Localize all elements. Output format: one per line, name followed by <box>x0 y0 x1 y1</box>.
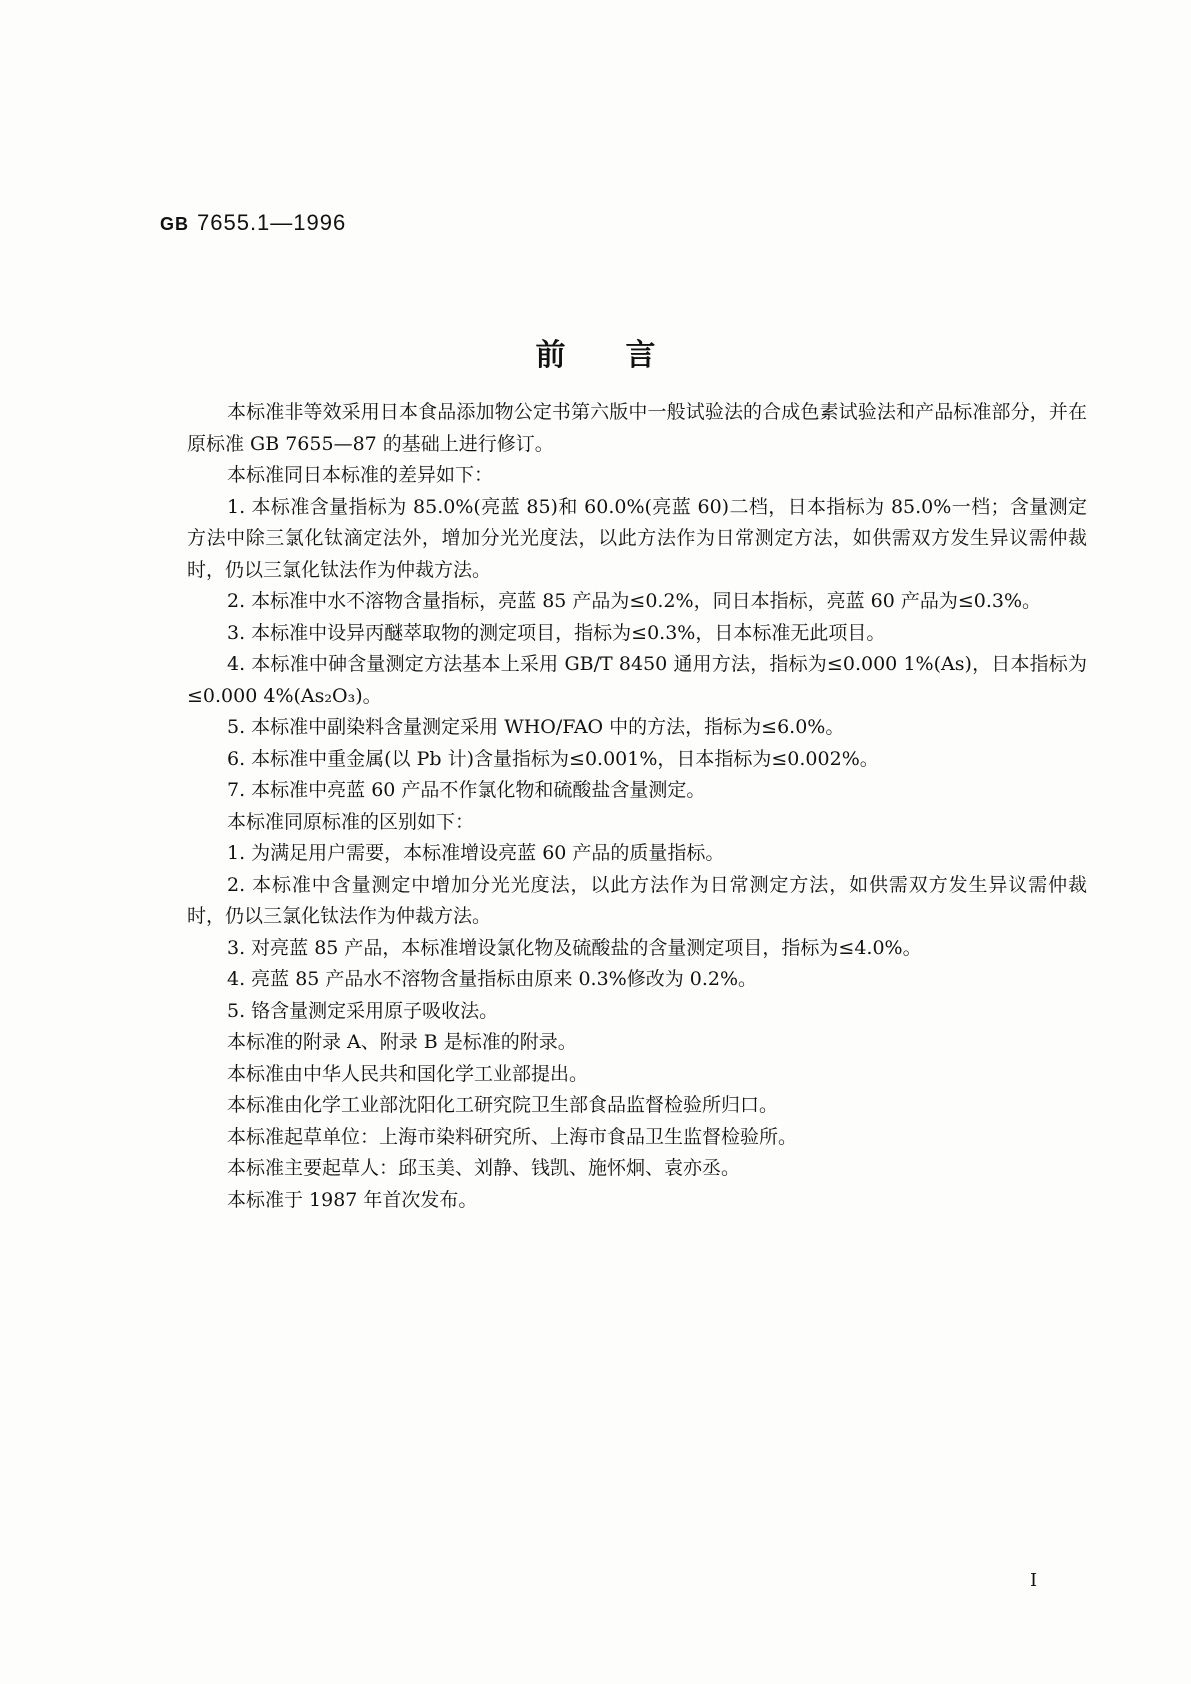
paragraph: 2. 本标准中水不溶物含量指标，亮蓝 85 产品为≤0.2%，同日本指标，亮蓝 60 产品为≤0.3%。 <box>227 590 1042 612</box>
standard-code <box>160 210 346 236</box>
standard-number: 7655.1—1996 <box>197 210 347 235</box>
paragraph: 3. 本标准中设异丙醚萃取物的测定项目，指标为≤0.3%，日本标准无此项目。 <box>227 621 886 644</box>
paragraph: 7. 本标准中亮蓝 60 产品不作氯化物和硫酸盐含量测定。 <box>227 779 706 801</box>
paragraph: 本标准同日本标准的差异如下： <box>227 464 494 486</box>
paragraph: 本标准起草单位：上海市染料研究所、上海市食品卫生监督检验所。 <box>227 1125 798 1148</box>
paragraph: 4. 本标准中砷含量测定方法基本上采用 GB/T 8450 通用方法，指标为≤0.000 1%(As)，日本指标为≤0.000 4%(As₂O₃)。 <box>187 653 1087 707</box>
paragraph: 5. 铬含量测定采用原子吸收法。 <box>227 999 499 1022</box>
paragraph: 本标准由中华人民共和国化学工业部提出。 <box>227 1062 589 1085</box>
paragraph: 本标准同原标准的区别如下： <box>227 810 475 833</box>
paragraph: 3. 对亮蓝 85 产品，本标准增设氯化物及硫酸盐的含量测定项目，指标为≤4.0%。 <box>227 936 922 959</box>
paragraph: 1. 为满足用户需要，本标准增设亮蓝 60 产品的质量指标。 <box>227 842 725 864</box>
paragraph: 本标准非等效采用日本食品添加物公定书第六版中一般试验法的合成色素试验法和产品标准部分，并在原标准 GB 7655—87 的基础上进行修订。 <box>187 401 1087 455</box>
paragraph: 本标准于 1987 年首次发布。 <box>227 1188 478 1211</box>
paragraph: 6. 本标准中重金属(以 Pb 计)含量指标为≤0.001%，日本指标为≤0.002%。 <box>227 747 879 770</box>
standard-prefix: GB <box>160 214 189 234</box>
page-title: 前言 <box>535 338 716 373</box>
paragraph: 5. 本标准中副染料含量测定采用 WHO/FAO 中的方法，指标为≤6.0%。 <box>227 716 845 738</box>
paragraph: 1. 本标准含量指标为 85.0%(亮蓝 85)和 60.0%(亮蓝 60)二档，日本指标为 85.0%一档；含量测定方法中除三氯化钛滴定法外，增加分光光度法，以此方法作为日常测定方法，如供需双方发生异议需仲裁时，仍以三氯化钛法作为仲裁方法。 <box>187 495 1087 581</box>
paragraph: 2. 本标准中含量测定中增加分光光度法，以此方法作为日常测定方法，如供需双方发生异议需仲裁时，仍以三氯化钛法作为仲裁方法。 <box>187 873 1087 927</box>
paragraph: 本标准主要起草人：邱玉美、刘静、钱凯、施怀炯、袁亦丞。 <box>227 1157 741 1179</box>
page-number: I <box>1030 1570 1038 1591</box>
paragraph: 本标准由化学工业部沈阳化工研究院卫生部食品监督检验所归口。 <box>227 1094 779 1116</box>
document-body <box>187 397 1087 1216</box>
paragraph: 本标准的附录 A、附录 B 是标准的附录。 <box>227 1031 577 1053</box>
paragraph: 4. 亮蓝 85 产品水不溶物含量指标由原来 0.3%修改为 0.2%。 <box>227 968 758 990</box>
